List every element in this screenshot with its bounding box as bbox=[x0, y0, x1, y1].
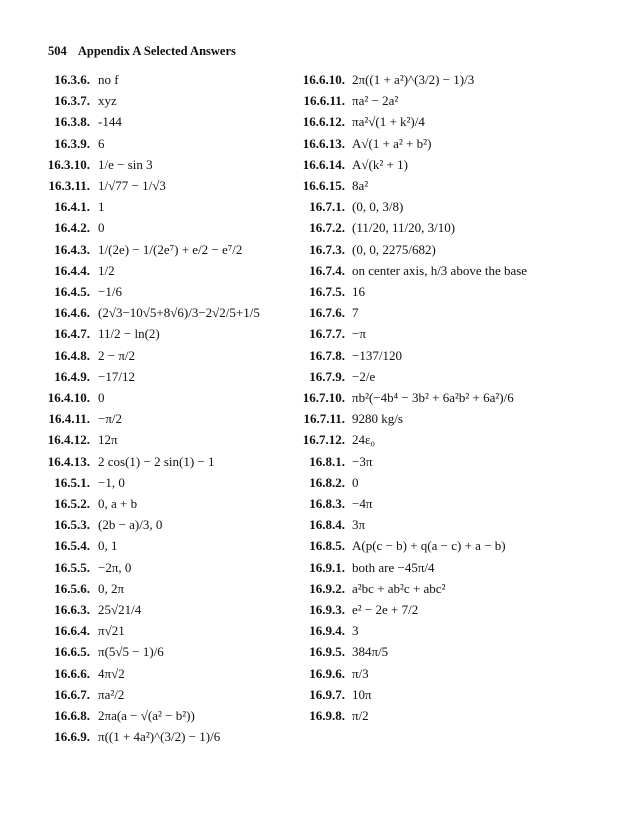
exercise-number: 16.4.1. bbox=[54, 199, 90, 215]
page-number: 504 bbox=[48, 44, 67, 58]
exercise-number: 16.6.14. bbox=[302, 156, 345, 172]
exercise-number: 16.4.5. bbox=[54, 284, 90, 299]
answer-text: 1/√77 − 1/√3 bbox=[98, 178, 166, 193]
answer-text: πa²/2 bbox=[98, 686, 125, 702]
answer-text: 0, a + b bbox=[98, 496, 138, 511]
exercise-number: 16.7.1. bbox=[309, 199, 345, 215]
answer-text: A√(1 + a² + b²) bbox=[352, 135, 432, 151]
exercise-number: 16.4.6. bbox=[54, 305, 90, 321]
answer-text: πa²√(1 + k²)/4 bbox=[352, 114, 425, 130]
answer-text: π/2 bbox=[352, 708, 369, 723]
exercise-number: 16.7.7. bbox=[309, 326, 345, 342]
answer-text: 3π bbox=[352, 517, 366, 533]
answer-text: 3 bbox=[352, 623, 359, 639]
exercise-number: 16.4.8. bbox=[54, 347, 90, 363]
answer-text: 0 bbox=[98, 220, 105, 236]
answer-text: 0 bbox=[98, 390, 105, 405]
exercise-number: 16.7.6. bbox=[309, 305, 345, 321]
exercise-number: 16.7.10. bbox=[302, 390, 345, 405]
answer-text: xyz bbox=[98, 93, 117, 109]
answer-text: 2 − π/2 bbox=[98, 347, 136, 363]
exercise-number: 16.7.8. bbox=[309, 347, 345, 363]
exercise-number: 16.9.3. bbox=[309, 602, 345, 617]
answer-text: 2 cos(1) − 2 sin(1) − 1 bbox=[98, 453, 215, 469]
answer-text: (0, 0, 2275/682) bbox=[352, 241, 436, 257]
exercise-number: 16.6.12. bbox=[302, 114, 345, 130]
exercise-number: 16.6.6. bbox=[54, 665, 90, 681]
answer-text: (2√3−10√5+8√6)/3−2√2/5+1/5 bbox=[98, 305, 260, 321]
answer-text: −2π, 0 bbox=[98, 559, 132, 575]
answer-text: 1/2 bbox=[98, 262, 115, 278]
exercise-number: 16.5.5. bbox=[54, 559, 90, 575]
exercise-number: 16.3.7. bbox=[54, 93, 90, 109]
exercise-number: 16.8.1. bbox=[309, 453, 345, 469]
answer-text: A(p(c − b) + q(a − c) + a − b) bbox=[352, 538, 506, 554]
answer-text: −π/2 bbox=[98, 411, 123, 427]
exercise-number: 16.7.9. bbox=[309, 368, 345, 384]
answer-text: (11/20, 11/20, 3/10) bbox=[352, 220, 456, 236]
answer-text: 0, 2π bbox=[98, 580, 125, 596]
exercise-number: 16.6.3. bbox=[54, 602, 90, 617]
exercise-number: 16.9.6. bbox=[309, 665, 345, 681]
exercise-number: 16.4.9. bbox=[54, 368, 90, 384]
answer-text: 9280 kg/s bbox=[352, 411, 403, 427]
answer-text: 0 bbox=[352, 474, 359, 490]
exercise-number: 16.4.10. bbox=[47, 390, 90, 405]
exercise-number: 16.7.12. bbox=[302, 432, 345, 448]
exercise-number: 16.4.4. bbox=[54, 262, 90, 278]
answer-text: a²bc + ab²c + abc² bbox=[352, 580, 446, 596]
exercise-number: 16.9.4. bbox=[309, 623, 345, 639]
answer-text: −1/6 bbox=[98, 284, 122, 299]
exercise-number: 16.4.2. bbox=[54, 220, 90, 236]
answer-text: 16 bbox=[352, 284, 365, 299]
exercise-number: 16.6.8. bbox=[54, 708, 90, 723]
exercise-number: 16.3.11. bbox=[48, 178, 90, 193]
exercise-number: 16.5.4. bbox=[54, 538, 90, 554]
answer-text: πa² − 2a² bbox=[352, 93, 399, 109]
exercise-number: 16.5.1. bbox=[54, 474, 90, 490]
exercise-number: 16.9.2. bbox=[309, 580, 345, 596]
answer-text: −4π bbox=[352, 496, 373, 511]
exercise-number: 16.7.4. bbox=[309, 262, 345, 278]
answer-text: 4π√2 bbox=[98, 665, 125, 681]
exercise-number: 16.9.5. bbox=[309, 644, 345, 660]
page-header bbox=[48, 44, 236, 59]
answer-text: −17/12 bbox=[98, 368, 135, 384]
answer-text: 6 bbox=[98, 135, 105, 151]
exercise-number: 16.4.11. bbox=[48, 411, 90, 427]
answer-text: 2πa(a − √(a² − b²)) bbox=[98, 708, 195, 723]
exercise-number: 16.8.4. bbox=[309, 517, 345, 533]
answer-text: 1 bbox=[98, 199, 105, 215]
answer-text: πb²(−4b⁴ − 3b² + 6a²b² + 6a²)/6 bbox=[352, 390, 514, 405]
page-title: Appendix A Selected Answers bbox=[77, 44, 236, 58]
answer-text: −137/120 bbox=[352, 347, 402, 363]
answer-text: π((1 + 4a²)^(3/2) − 1)/6 bbox=[98, 729, 221, 745]
exercise-number: 16.7.2. bbox=[309, 220, 345, 236]
exercise-number: 16.6.7. bbox=[54, 686, 90, 702]
exercise-number: 16.6.13. bbox=[302, 135, 345, 151]
exercise-number: 16.6.9. bbox=[54, 729, 90, 745]
exercise-number: 16.3.6. bbox=[54, 72, 90, 87]
answer-text: 8a² bbox=[352, 178, 369, 193]
exercise-number: 16.6.11. bbox=[303, 93, 345, 109]
exercise-number: 16.8.3. bbox=[309, 496, 345, 511]
answer-text: both are −45π/4 bbox=[352, 559, 435, 575]
answer-text: A√(k² + 1) bbox=[352, 156, 408, 172]
exercise-number: 16.8.5. bbox=[309, 538, 345, 554]
exercise-number: 16.3.8. bbox=[54, 114, 90, 130]
exercise-number: 16.9.7. bbox=[309, 686, 345, 702]
answer-text: on center axis, h/3 above the base bbox=[352, 262, 528, 278]
answer-text: 1/(2e) − 1/(2e⁷) + e/2 − e⁷/2 bbox=[98, 241, 243, 257]
exercise-number: 16.5.3. bbox=[54, 517, 90, 533]
exercise-number: 16.5.6. bbox=[54, 580, 90, 596]
exercise-number: 16.4.13. bbox=[47, 453, 90, 469]
answer-text: e² − 2e + 7/2 bbox=[352, 602, 419, 617]
answer-text: no f bbox=[98, 72, 119, 87]
answer-text: 7 bbox=[352, 305, 359, 321]
exercise-number: 16.5.2. bbox=[54, 496, 90, 511]
exercise-number: 16.4.3. bbox=[54, 241, 90, 257]
answer-text: −1, 0 bbox=[98, 474, 125, 490]
answer-text: 24ε₀ bbox=[352, 432, 375, 448]
exercise-number: 16.3.10. bbox=[47, 156, 90, 172]
answer-text: 2π((1 + a²)^(3/2) − 1)/3 bbox=[352, 72, 475, 87]
answer-text: π√21 bbox=[98, 623, 125, 639]
answer-text: π/3 bbox=[352, 665, 369, 681]
answer-text: 11/2 − ln(2) bbox=[98, 326, 160, 342]
exercise-number: 16.9.1. bbox=[309, 559, 345, 575]
exercise-number: 16.6.5. bbox=[54, 644, 90, 660]
exercise-number: 16.6.10. bbox=[302, 72, 345, 87]
exercise-number: 16.9.8. bbox=[309, 708, 345, 723]
answer-text: −3π bbox=[352, 453, 373, 469]
answer-text: 384π/5 bbox=[352, 644, 389, 660]
answer-text: −2/e bbox=[352, 368, 376, 384]
exercise-number: 16.6.15. bbox=[302, 178, 345, 193]
answer-text: 12π bbox=[98, 432, 118, 448]
exercise-number: 16.7.11. bbox=[303, 411, 345, 427]
answer-text: (2b − a)/3, 0 bbox=[98, 517, 163, 533]
exercise-number: 16.3.9. bbox=[54, 135, 90, 151]
exercise-number: 16.6.4. bbox=[54, 623, 90, 639]
exercise-number: 16.4.12. bbox=[47, 432, 90, 448]
answer-text: 0, 1 bbox=[98, 538, 118, 554]
answer-text: 25√21/4 bbox=[98, 602, 142, 617]
exercise-number: 16.7.3. bbox=[309, 241, 345, 257]
answer-text: π(5√5 − 1)/6 bbox=[98, 644, 164, 660]
exercise-number: 16.8.2. bbox=[309, 474, 345, 490]
exercise-number: 16.4.7. bbox=[54, 326, 90, 342]
answer-text: 1/e − sin 3 bbox=[98, 156, 153, 172]
answer-text: 10π bbox=[352, 686, 372, 702]
answer-text: -144 bbox=[98, 114, 122, 130]
answer-text: (0, 0, 3/8) bbox=[352, 199, 404, 215]
exercise-number: 16.7.5. bbox=[309, 284, 345, 299]
answer-text: −π bbox=[352, 326, 366, 342]
